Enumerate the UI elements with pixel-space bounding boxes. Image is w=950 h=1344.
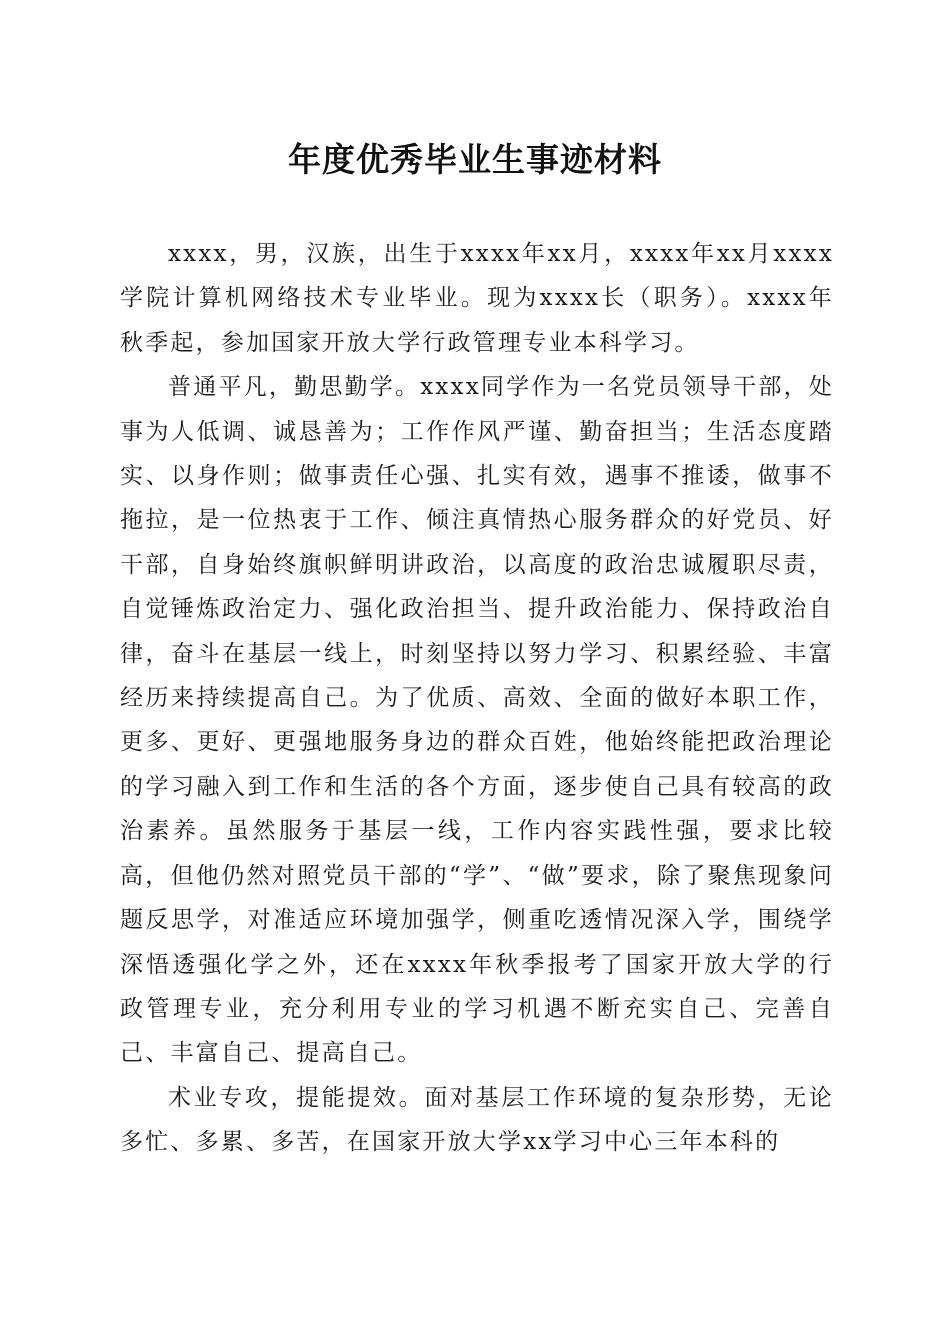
document-body — [120, 232, 834, 1165]
paragraph-skills: 术业专攻，提能提效。面对基层工作环境的复杂形势，无论多忙、多累、多苦，在国家开放大学xx学习中心三年本科的 — [120, 1084, 834, 1156]
document-title: 年度优秀毕业生事迹材料 — [288, 140, 662, 179]
paragraph-study: 普通平凡，勤思勤学。xxxx同学作为一名党员领导干部，处事为人低调、诚恳善为；工作作风严谨、勤奋担当；生活态度踏实、以身作则；做事责任心强、扎实有效，遇事不推诿，做事不拖拉，是一位热衷于工作、倾注真情热心服务群众的好党员、好干部，自身始终旗帜鲜明讲政治，以高度的政治忠诚履职尽责，自觉锤炼政治定力、强化政治担当、提升政治能力、保持政治自律，奋斗在基层一线上，时刻坚持以努力学习、积累经验、丰富经历来持续提高自己。为了优质、高效、全面的做好本职工作，更多、更好、更强地服务身边的群众百姓，他始终能把政治理论的学习融入到工作和生活的各个方面，逐步使自己具有较高的政治素养。虽然服务于基层一线，工作内容实践性强，要求比较高，但他仍然对照党员干部的“学”、“做”要求，除了聚焦现象问题反思学，对准适应环境加强学，侧重吃透情况深入学，围绕学深悟透强化学之外，还在xxxx年秋季报考了国家开放大学的行政管理专业，充分利用专业的学习机遇不断充实自己、完善自己、丰富自己、提高自己。 — [120, 374, 834, 1067]
paragraph-intro: xxxx，男，汉族，出生于xxxx年xx月，xxxx年xx月xxxx学院计算机网络技术专业毕业。现为xxxx长（职务）。xxxx年秋季起，参加国家开放大学行政管理专业本科学习。 — [120, 241, 834, 356]
